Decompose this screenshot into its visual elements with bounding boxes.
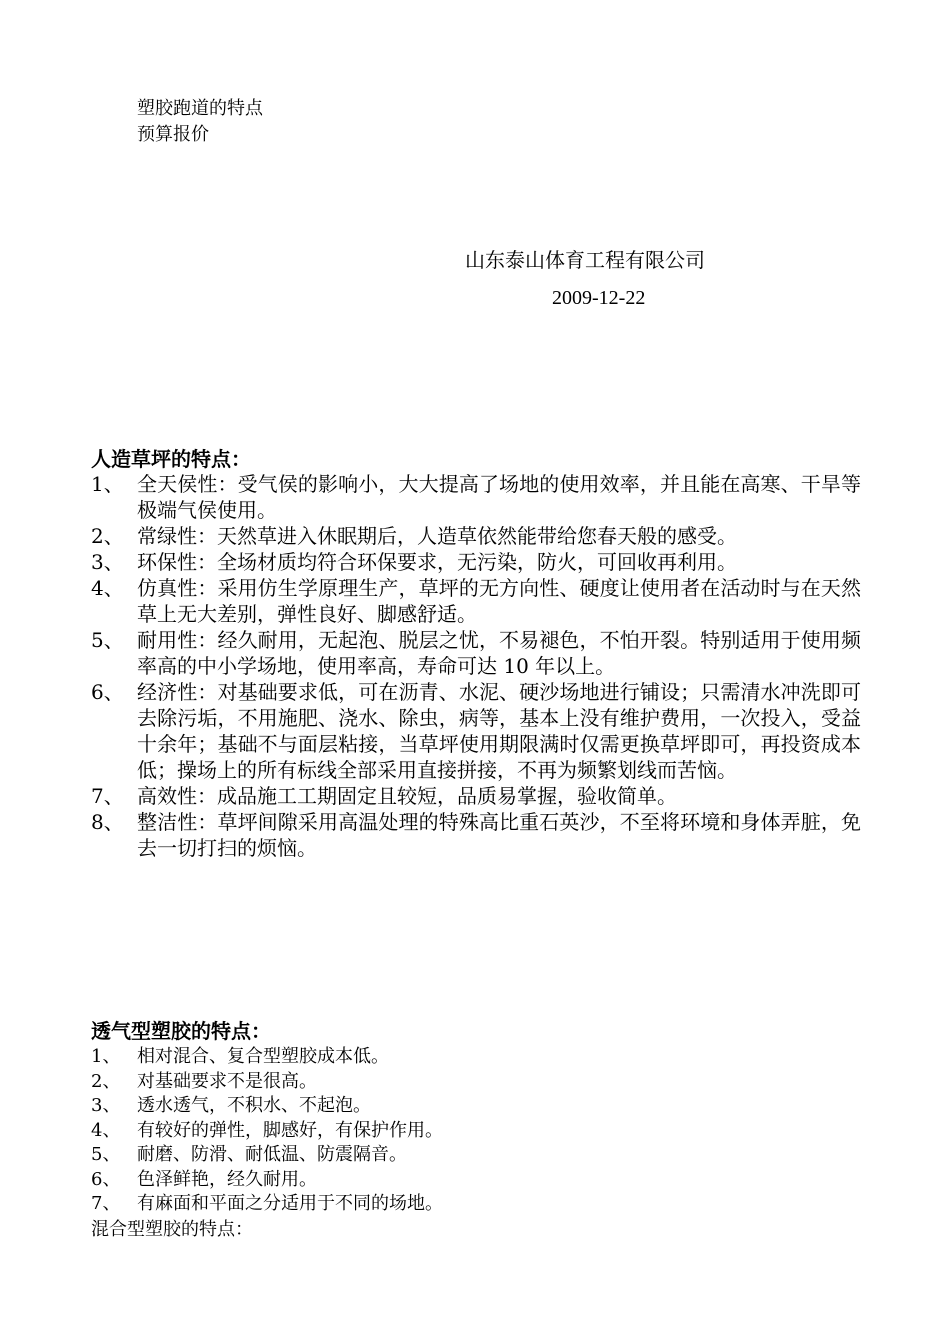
item-number: 5、 — [91, 628, 124, 652]
list-item — [91, 1168, 861, 1193]
item-text: 耐用性：经久耐用，无起泡、脱层之忧，不易褪色，不怕开裂。特别适用于使用频率高的中小学场地，使用率高，寿命可达 10 年以上。 — [137, 628, 861, 678]
item-text: 经济性：对基础要求低，可在沥青、水泥、硬沙场地进行铺设；只需清水冲洗即可去除污垢，不用施肥、浇水、除虫，病等，基本上没有维护费用，一次投入，受益十余年；基础不与面层粘接，当草坪使用期限满时仅需更换草坪即可，再投资成本低；操场上的所有标线全部采用直接拼接，不再为频繁划线而苦恼。 — [137, 680, 861, 782]
item-number: 3、 — [91, 1095, 121, 1116]
item-number: 4、 — [91, 576, 124, 600]
list-item — [91, 1094, 861, 1119]
item-text: 整洁性：草坪间隙采用高温处理的特殊高比重石英沙，不至将环境和身体弄脏，免去一切打扫的烦恼。 — [137, 810, 861, 860]
item-text: 对基础要求不是很高。 — [137, 1070, 317, 1092]
item-text: 仿真性：采用仿生学原理生产，草坪的无方向性、硬度让使用者在活动时与在天然草上无大差别，弹性良好、脚感舒适。 — [137, 576, 861, 626]
item-text: 有麻面和平面之分适用于不同的场地。 — [137, 1193, 443, 1214]
item-text: 高效性：成品施工工期固定且较短，品质易掌握，验收简单。 — [137, 784, 677, 808]
item-number: 2、 — [91, 1070, 121, 1092]
list-item — [91, 1192, 861, 1217]
list-item — [91, 549, 861, 575]
item-text: 全天侯性：受气侯的影响小，大大提高了场地的使用效率，并且能在高寒、干旱等极端气侯使用。 — [137, 472, 861, 522]
item-text: 色泽鲜艳，经久耐用。 — [137, 1168, 317, 1190]
turf-feature-list — [91, 471, 861, 861]
company-name: 山东泰山体育工程有限公司 — [465, 248, 705, 272]
mixed-section-title: 混合型塑胶的特点： — [91, 1219, 253, 1240]
item-number: 7、 — [91, 784, 124, 808]
list-item — [91, 471, 861, 523]
item-number: 7、 — [91, 1193, 121, 1214]
item-number: 6、 — [91, 680, 124, 704]
item-text: 透水透气，不积水、不起泡。 — [137, 1095, 371, 1116]
item-number: 1、 — [91, 1046, 121, 1067]
document-date: 2009-12-22 — [552, 287, 646, 309]
list-item — [91, 1143, 861, 1168]
item-number: 3、 — [91, 550, 124, 574]
list-item — [91, 783, 861, 809]
item-text: 有较好的弹性，脚感好，有保护作用。 — [137, 1119, 443, 1141]
item-number: 8、 — [91, 810, 124, 834]
list-item — [91, 575, 861, 627]
item-text: 常绿性：天然草进入休眠期后，人造草依然能带给您春天般的感受。 — [137, 524, 737, 548]
list-item — [91, 1119, 861, 1144]
item-number: 5、 — [91, 1144, 121, 1165]
breathable-feature-list — [91, 1045, 861, 1217]
list-item — [91, 1045, 861, 1070]
list-item — [91, 523, 861, 549]
header-line-1: 塑胶跑道的特点 — [137, 98, 263, 119]
item-number: 1、 — [91, 472, 124, 496]
header-line-2: 预算报价 — [137, 124, 209, 145]
list-item — [91, 627, 861, 679]
list-item — [91, 809, 861, 861]
item-text: 环保性：全场材质均符合环保要求，无污染，防火，可回收再利用。 — [137, 550, 737, 574]
turf-section-title: 人造草坪的特点： — [91, 447, 251, 471]
item-text: 耐磨、防滑、耐低温、防震隔音。 — [137, 1144, 407, 1165]
item-text: 相对混合、复合型塑胶成本低。 — [137, 1046, 389, 1067]
item-number: 2、 — [91, 524, 124, 548]
list-item — [91, 679, 861, 783]
list-item — [91, 1070, 861, 1095]
breathable-section-title: 透气型塑胶的特点： — [91, 1019, 271, 1043]
item-number: 4、 — [91, 1119, 121, 1141]
item-number: 6、 — [91, 1168, 121, 1190]
